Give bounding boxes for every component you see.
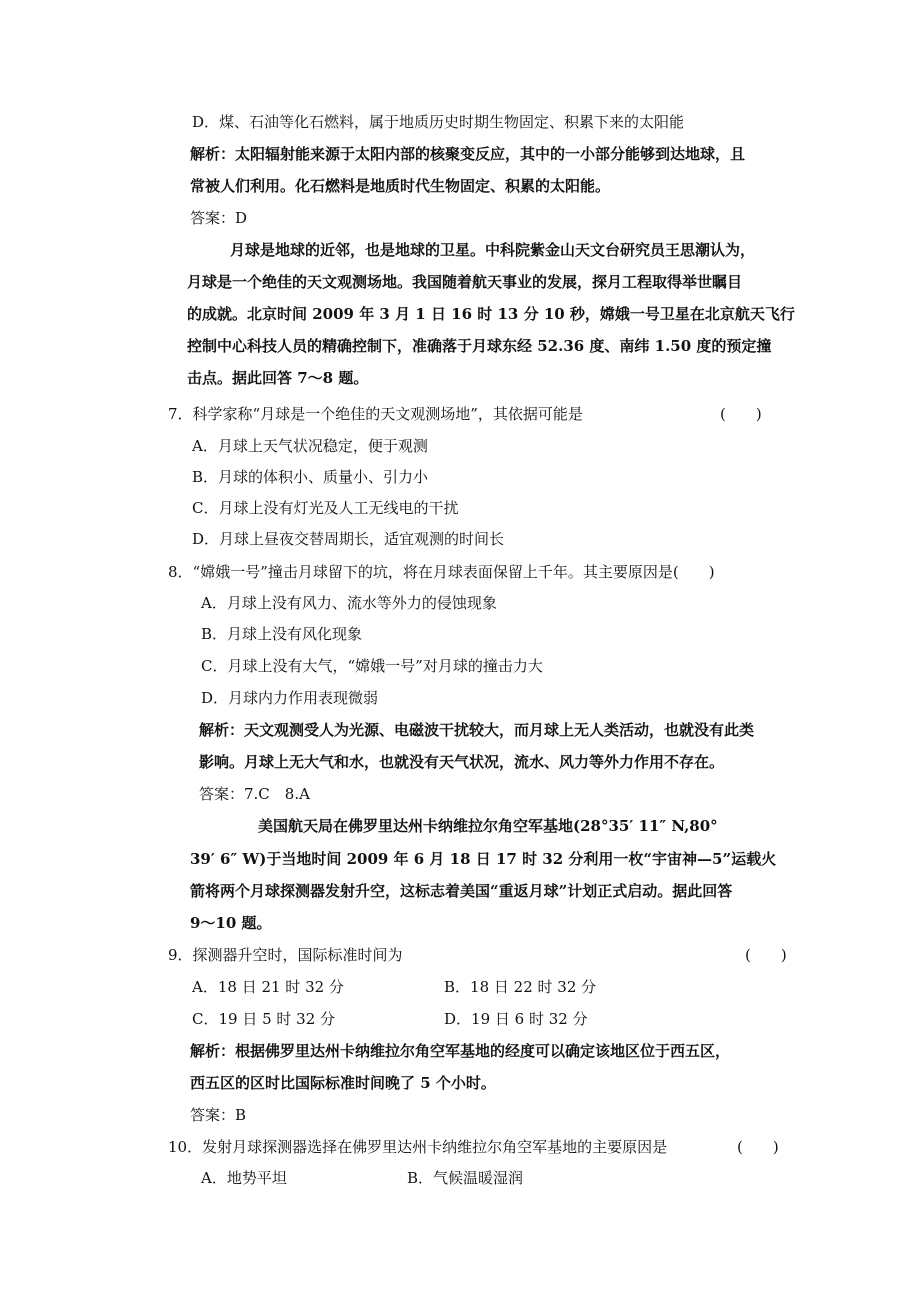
option-a: A．月球上没有风力、流水等外力的侵蚀现象 (201, 594, 497, 612)
analysis-line: 解析：天文观测受人为光源、电磁波干扰较大，而月球上无人类活动，也就没有此类 (199, 721, 755, 739)
question-stem: 9．探测器升空时，国际标准时间为 (168, 946, 403, 964)
option-a: A．18 日 21 时 32 分 (192, 978, 344, 996)
option-d: D．19 日 6 时 32 分 (444, 1010, 588, 1028)
option-d: D．煤、石油等化石燃料，属于地质历史时期生物固定、积累下来的太阳能 (192, 113, 685, 131)
option-c: C．19 日 5 时 32 分 (192, 1010, 336, 1028)
passage-line: 箭将两个月球探测器发射升空，这标志着美国“重返月球”计划正式启动。据此回答 (190, 882, 733, 900)
passage-line: 击点。据此回答 7～8 题。 (187, 369, 369, 387)
passage-line: 月球是一个绝佳的天文观测场地。我国随着航天事业的发展，探月工程取得举世瞩目 (187, 273, 743, 291)
analysis-line: 解析：根据佛罗里达州卡纳维拉尔角空军基地的经度可以确定该地区位于西五区， (190, 1042, 731, 1060)
option-b: B．气候温暖湿润 (407, 1169, 524, 1187)
analysis-line: 影响。月球上无大气和水，也就没有天气状况，流水、风力等外力作用不存在。 (199, 753, 725, 771)
passage-line: 控制中心科技人员的精确控制下，准确落于月球东经 52.36 度、南纬 1.50 度的预定撞 (187, 337, 772, 355)
question-stem: 10．发射月球探测器选择在佛罗里达州卡纳维拉尔角空军基地的主要原因是 (168, 1138, 668, 1156)
analysis-line: 西五区的区时比国际标准时间晚了 5 个小时。 (190, 1074, 496, 1092)
answer: 答案：7.C 8.A (199, 785, 310, 803)
analysis-line: 解析：太阳辐射能来源于太阳内部的核聚变反应，其中的一小部分能够到达地球，且 (190, 145, 746, 163)
question-stem: 8．“嫦娥一号”撞击月球留下的坑，将在月球表面保留上千年。其主要原因是( ) (168, 563, 715, 581)
option-b: B．月球的体积小、质量小、引力小 (192, 468, 429, 486)
passage-line: 美国航天局在佛罗里达州卡纳维拉尔角空军基地(28°35′ 11″ N,80° (258, 817, 718, 835)
answer: 答案：D (190, 209, 248, 227)
answer-blank: ( ) (745, 946, 787, 964)
option-a: A．月球上天气状况稳定，便于观测 (192, 437, 428, 455)
passage-line: 月球是地球的近邻，也是地球的卫星。中科院紫金山天文台研究员王思潮认为， (230, 241, 756, 259)
answer-blank: ( ) (737, 1138, 779, 1156)
passage-line: 的成就。北京时间 2009 年 3 月 1 日 16 时 13 分 10 秒，嫦娥一号卫星在北京航天飞行 (187, 305, 795, 323)
passage-line: 39′ 6″ W)于当地时间 2009 年 6 月 18 日 17 时 32 分利用一枚“宇宙神—5”运载火 (190, 850, 777, 868)
option-a: A．地势平坦 (201, 1169, 287, 1187)
question-stem: 7．科学家称“月球是一个绝佳的天文观测场地”，其依据可能是 (168, 405, 583, 423)
option-b: B．月球上没有风化现象 (201, 625, 363, 643)
passage-line: 9～10 题。 (190, 914, 272, 932)
answer-blank: ( ) (720, 405, 762, 423)
option-b: B．18 日 22 时 32 分 (444, 978, 597, 996)
analysis-line: 常被人们利用。化石燃料是地质时代生物固定、积累的太阳能。 (190, 177, 611, 195)
option-c: C．月球上没有大气，“嫦娥一号”对月球的撞击力大 (201, 657, 543, 675)
option-d: D．月球内力作用表现微弱 (201, 689, 379, 707)
option-d: D．月球上昼夜交替周期长，适宜观测的时间长 (192, 530, 505, 548)
answer: 答案：B (190, 1106, 247, 1124)
option-c: C．月球上没有灯光及人工无线电的干扰 (192, 499, 459, 517)
